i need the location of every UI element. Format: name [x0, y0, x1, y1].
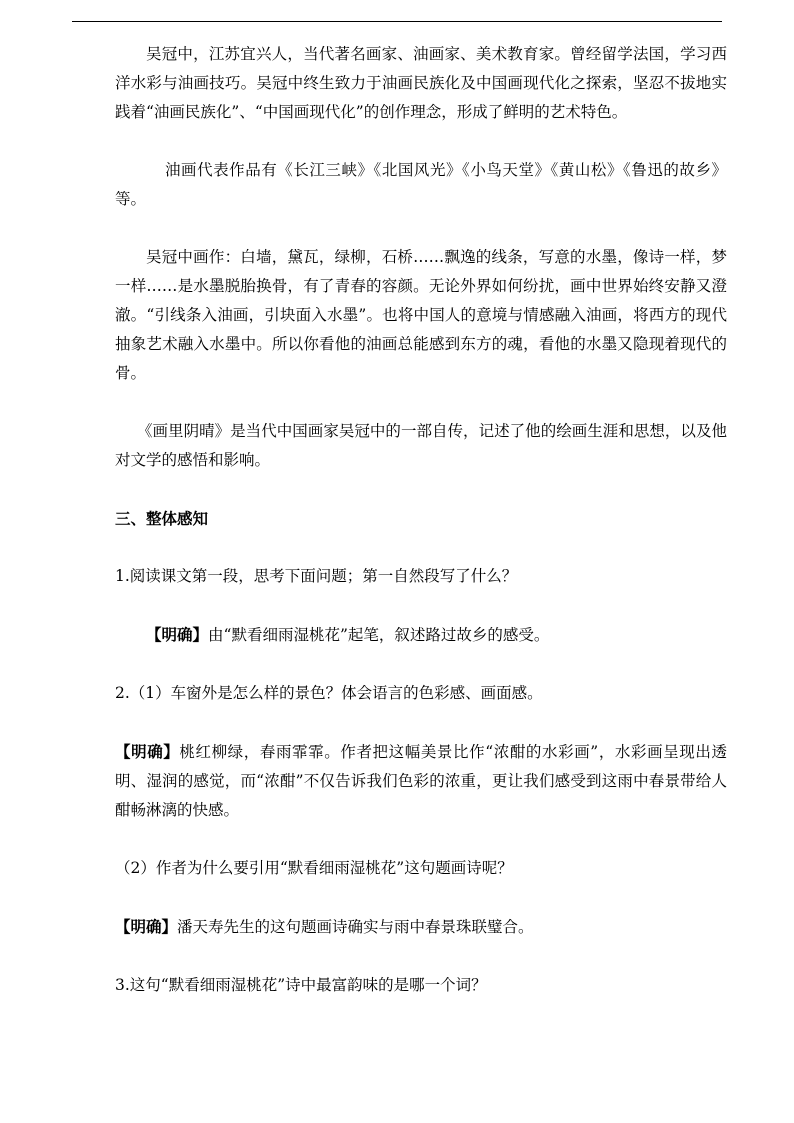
answer-text: 潘天寿先生的这句题画诗确实与雨中春景珠联璧合。	[177, 918, 534, 936]
question-2-1: 2.（1）车窗外是怎么样的景色？体会语言的色彩感、画面感。	[115, 684, 543, 702]
intro-paragraph-autobiography: 《画里阴晴》是当代中国画家吴冠中的一部自传，记述了他的绘画生涯和思想，以及他对文学的感悟和影响。	[115, 422, 727, 469]
answer-text: 桃红柳绿，春雨霏霏。作者把这幅美景比作“浓酣的水彩画”，水彩画呈现出透明、湿润的感觉，而“浓酣”不仅告诉我们色彩的浓重，更让我们感受到这雨中春景带给人酣畅淋漓的快感。	[115, 743, 727, 819]
answer-2-1	[115, 737, 727, 825]
answer-tag: 【明确】	[115, 742, 180, 761]
document-body	[115, 40, 727, 1029]
answer-tag: 【明确】	[146, 625, 209, 644]
question-1: 1.阅读课文第一段，思考下面问题；第一自然段写了什么？	[115, 567, 518, 585]
intro-paragraph-biography: 吴冠中，江苏宜兴人，当代著名画家、油画家、美术教育家。曾经留学法国，学习西洋水彩与油画技巧。吴冠中终生致力于油画民族化及中国画现代化之探索，坚忍不拔地实践着“油画民族化”、“中国画现代化”的创作理念，形成了鲜明的艺术特色。	[115, 45, 727, 121]
answer-2-2	[115, 912, 727, 942]
answer-text: 由“默看细雨湿桃花”起笔，叙述路过故乡的感受。	[208, 626, 550, 644]
answer-1	[115, 620, 727, 650]
question-3: 3.这句“默看细雨湿桃花”诗中最富韵味的是哪一个词？	[115, 976, 487, 994]
question-2-2: （2）作者为什么要引用“默看细雨湿桃花”这句题画诗呢？	[115, 859, 513, 877]
intro-paragraph-works: 油画代表作品有《长江三峡》《北国风光》《小鸟天堂》《黄山松》《鲁迅的故乡》等。	[115, 161, 727, 208]
header-rule	[72, 21, 722, 22]
intro-paragraph-style: 吴冠中画作：白墙，黛瓦，绿柳，石桥……飘逸的线条，写意的水墨，像诗一样，梦一样……是水墨脱胎换骨，有了青春的容颜。无论外界如何纷扰，画中世界始终安静又澄澈。“引线条入油画，引块面入水墨”。也将中国人的意境与情感融入油画，将西方的现代抽象艺术融入水墨中。所以你看他的油画总能感到东方的魂，看他的水墨又隐现着现代的骨。	[115, 248, 727, 382]
section-heading: 三、整体感知	[115, 509, 209, 528]
answer-tag: 【明确】	[115, 917, 178, 936]
